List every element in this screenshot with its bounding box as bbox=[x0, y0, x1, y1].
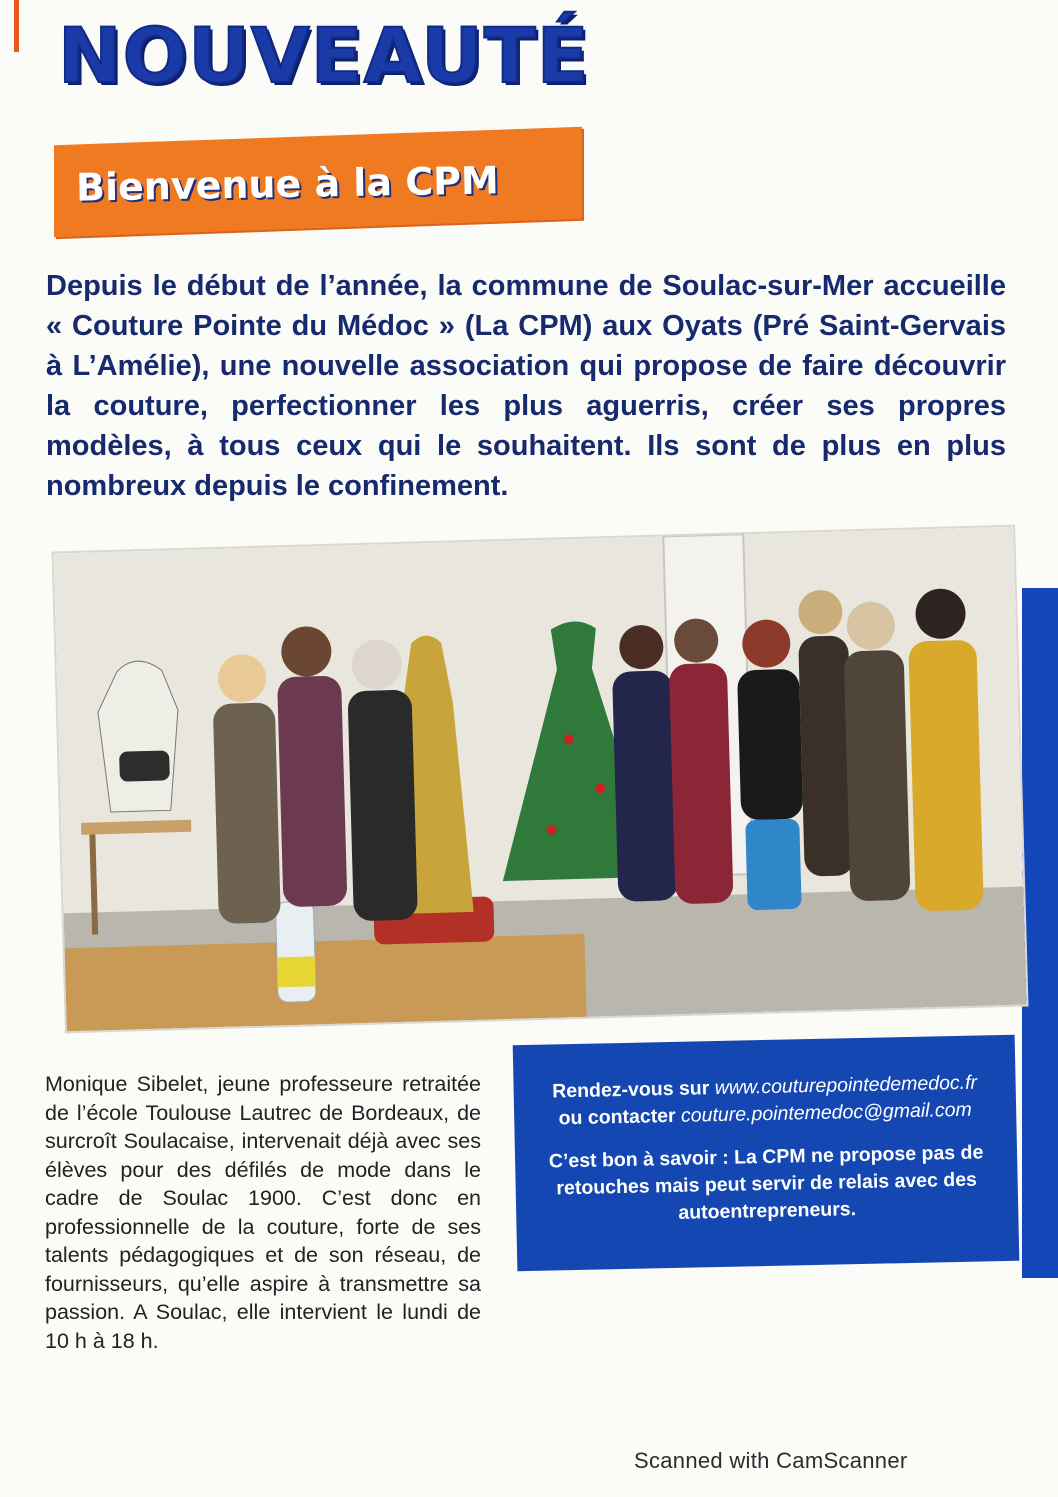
subtitle: Bienvenue à la CPM bbox=[75, 158, 500, 210]
website-link[interactable]: www.couturepointedemedoc.fr bbox=[714, 1071, 978, 1100]
tip-label: C’est bon à savoir : bbox=[548, 1146, 729, 1173]
page-title: NOUVEAUTÉ bbox=[58, 11, 590, 100]
scanner-watermark: Scanned with CamScanner bbox=[634, 1448, 908, 1473]
visit-prefix: Rendez-vous sur bbox=[551, 1077, 715, 1103]
body-paragraph: Monique Sibelet, jeune professeure retraitée de l’école Toulouse Lautrec de Bordeaux, de surcroît Soulacaise, intervenait déjà avec ses élèves pour des défilés de mode dans le cadre de Soulac 1900. C’est donc en professionnelle de la couture, forte de ses talents pédagogiques et de son réseau, de fournisseurs, qu’elle aspire à transmettre sa passion. A Soulac, elle intervient le lundi de 10 h à 18 h. bbox=[45, 1072, 481, 1353]
tip-text: La CPM ne propose pas de retouches mais peut servir de relais avec des autoentrepreneurs. bbox=[556, 1141, 984, 1224]
email-link[interactable]: couture.pointemedoc@gmail.com bbox=[680, 1098, 972, 1127]
group-photo bbox=[54, 527, 1027, 1032]
contact-prefix: ou contacter bbox=[558, 1104, 682, 1130]
page-edge-mark bbox=[14, 0, 19, 52]
intro-paragraph: Depuis le début de l’année, la commune de Soulac-sur-Mer accueille « Couture Pointe du Médoc » (La CPM) aux Oyats (Pré Saint-Gervais à L’Amélie), une nouvelle association qui propose de faire découvrir la couture, perfectionner les plus aguerris, créer ses propres modèles, à tous ceux qui le souhaitent. Ils sont de plus en plus nombreux depuis le confinement. bbox=[46, 270, 1006, 502]
info-box bbox=[513, 1035, 1020, 1271]
blue-side-strip bbox=[1022, 588, 1058, 1278]
tip-paragraph bbox=[525, 1139, 1009, 1230]
